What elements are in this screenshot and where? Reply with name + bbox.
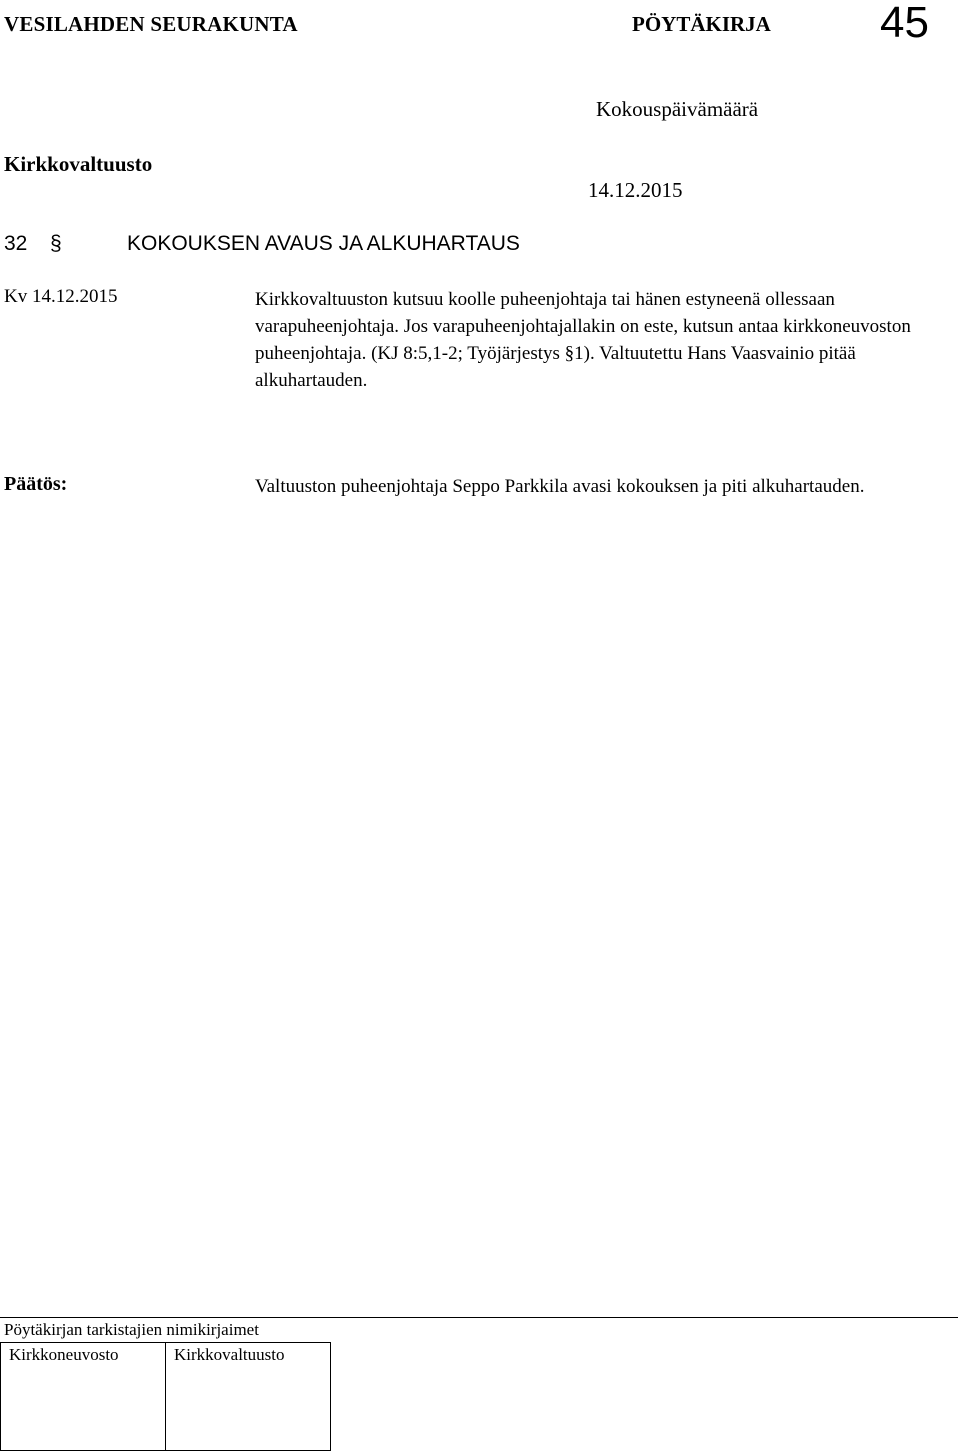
section-number: 32 (4, 232, 28, 255)
footer-title: Pöytäkirjan tarkistajien nimikirjaimet (4, 1320, 259, 1339)
initials-box-kirkkoneuvosto (0, 1342, 166, 1451)
section-title: KOKOUKSEN AVAUS JA ALKUHARTAUS (127, 232, 520, 255)
meeting-date-label: Kokouspäivämäärä (596, 97, 759, 121)
decision-text: Valtuuston puheenjohtaja Seppo Parkkila avasi kokouksen ja piti alkuhartauden. (255, 476, 865, 497)
section-paragraph (255, 286, 945, 394)
initials-box-label: Kirkkoneuvosto (9, 1345, 119, 1364)
meeting-date: 14.12.2015 (588, 178, 683, 202)
decision-body (255, 473, 945, 500)
section-reference: Kv 14.12.2015 (4, 286, 118, 307)
footer-divider (0, 1317, 958, 1318)
paragraph-text: Kirkkovaltuuston kutsuu koolle puheenjohtaja tai hänen estyneenä ollessaan varapuheenjohtaja. Jos varapuheenjohtajallakin on este, kutsun antaa kirkkoneuvoston puheenjohtaja. (KJ 8:5,1-2; Työjärjestys §1). Valtuutettu Hans Vaasvainio pitää alkuhartauden. (255, 289, 911, 391)
section-sign: § (50, 232, 62, 255)
initials-box-kirkkovaltuusto (165, 1342, 331, 1451)
organization-name: VESILAHDEN SEURAKUNTA (4, 12, 298, 36)
decision-label: Päätös: (4, 473, 68, 495)
page-number: 45 (880, 0, 929, 47)
governing-body-name: Kirkkovaltuusto (4, 152, 153, 176)
initials-box-label: Kirkkovaltuusto (174, 1345, 285, 1364)
document-type: PÖYTÄKIRJA (632, 12, 771, 36)
